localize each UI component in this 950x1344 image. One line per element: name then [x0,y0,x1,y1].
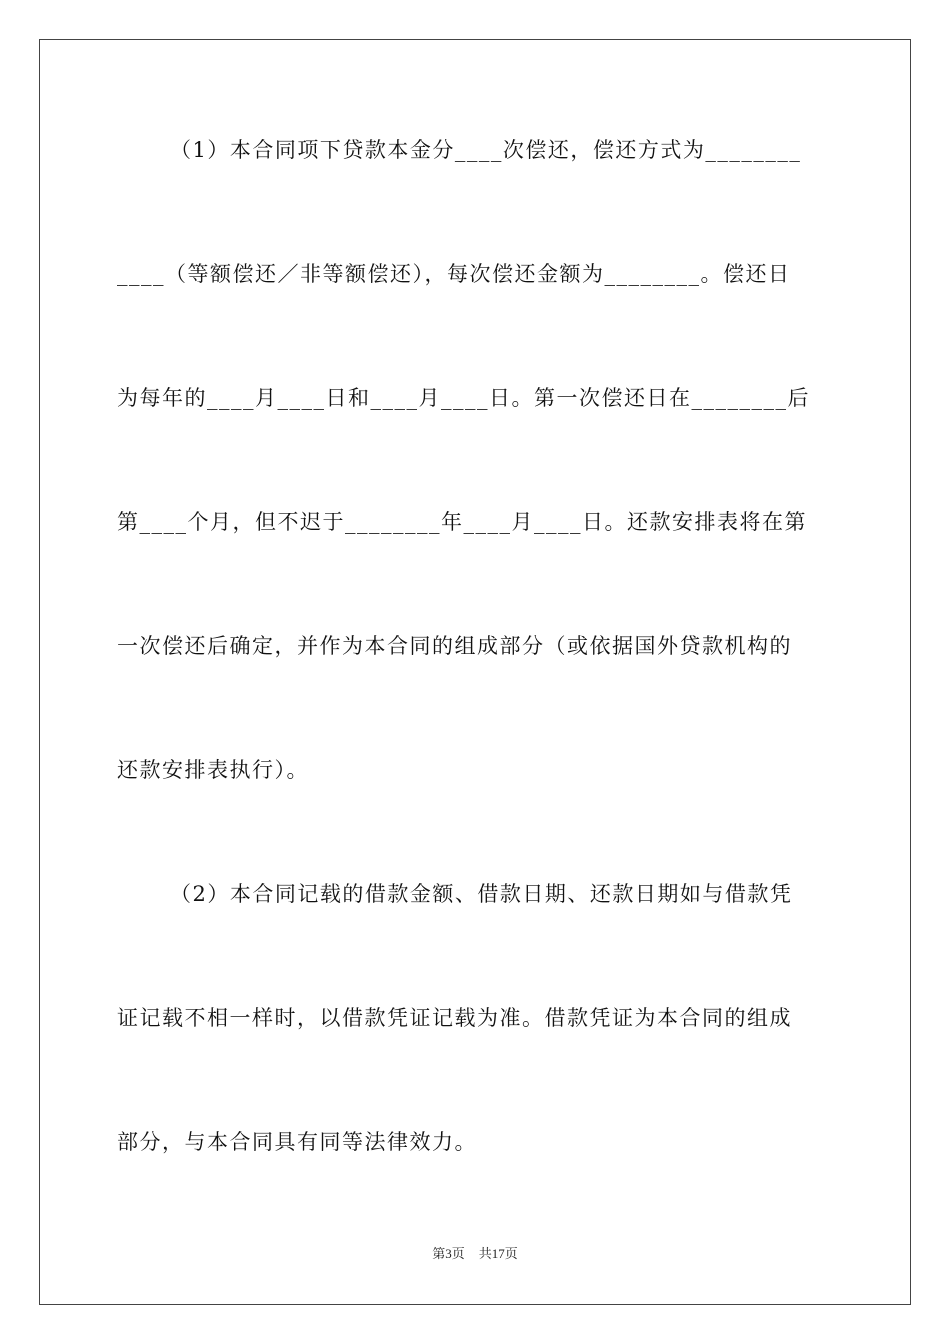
paragraph-1-line-1: （1）本合同项下贷款本金分____次偿还，偿还方式为________ [170,138,802,162]
paragraph-1-line-5: 一次偿还后确定，并作为本合同的组成部分（或依据国外贷款机构的 [117,634,792,658]
paragraph-2-line-2: 证记载不相一样时，以借款凭证记载为准。借款凭证为本合同的组成 [117,1006,792,1030]
page-footer [0,1245,950,1263]
page-number: 第3页 [432,1246,465,1261]
paragraph-1-line-2: ____（等额偿还／非等额偿还），每次偿还金额为________。偿还日 [117,262,791,286]
paragraph-1-line-4: 第____个月，但不迟于________年____月____日。还款安排表将在第 [117,510,807,534]
paragraph-2-line-3: 部分，与本合同具有同等法律效力。 [117,1130,477,1154]
total-pages: 共17页 [478,1246,518,1261]
page-frame [39,39,911,1305]
paragraph-1-line-3: 为每年的____月____日和____月____日。第一次偿还日在________后 [117,386,810,410]
paragraph-2-line-1: （2）本合同记载的借款金额、借款日期、还款日期如与借款凭 [170,882,793,906]
paragraph-1-line-6: 还款安排表执行）。 [117,758,309,782]
